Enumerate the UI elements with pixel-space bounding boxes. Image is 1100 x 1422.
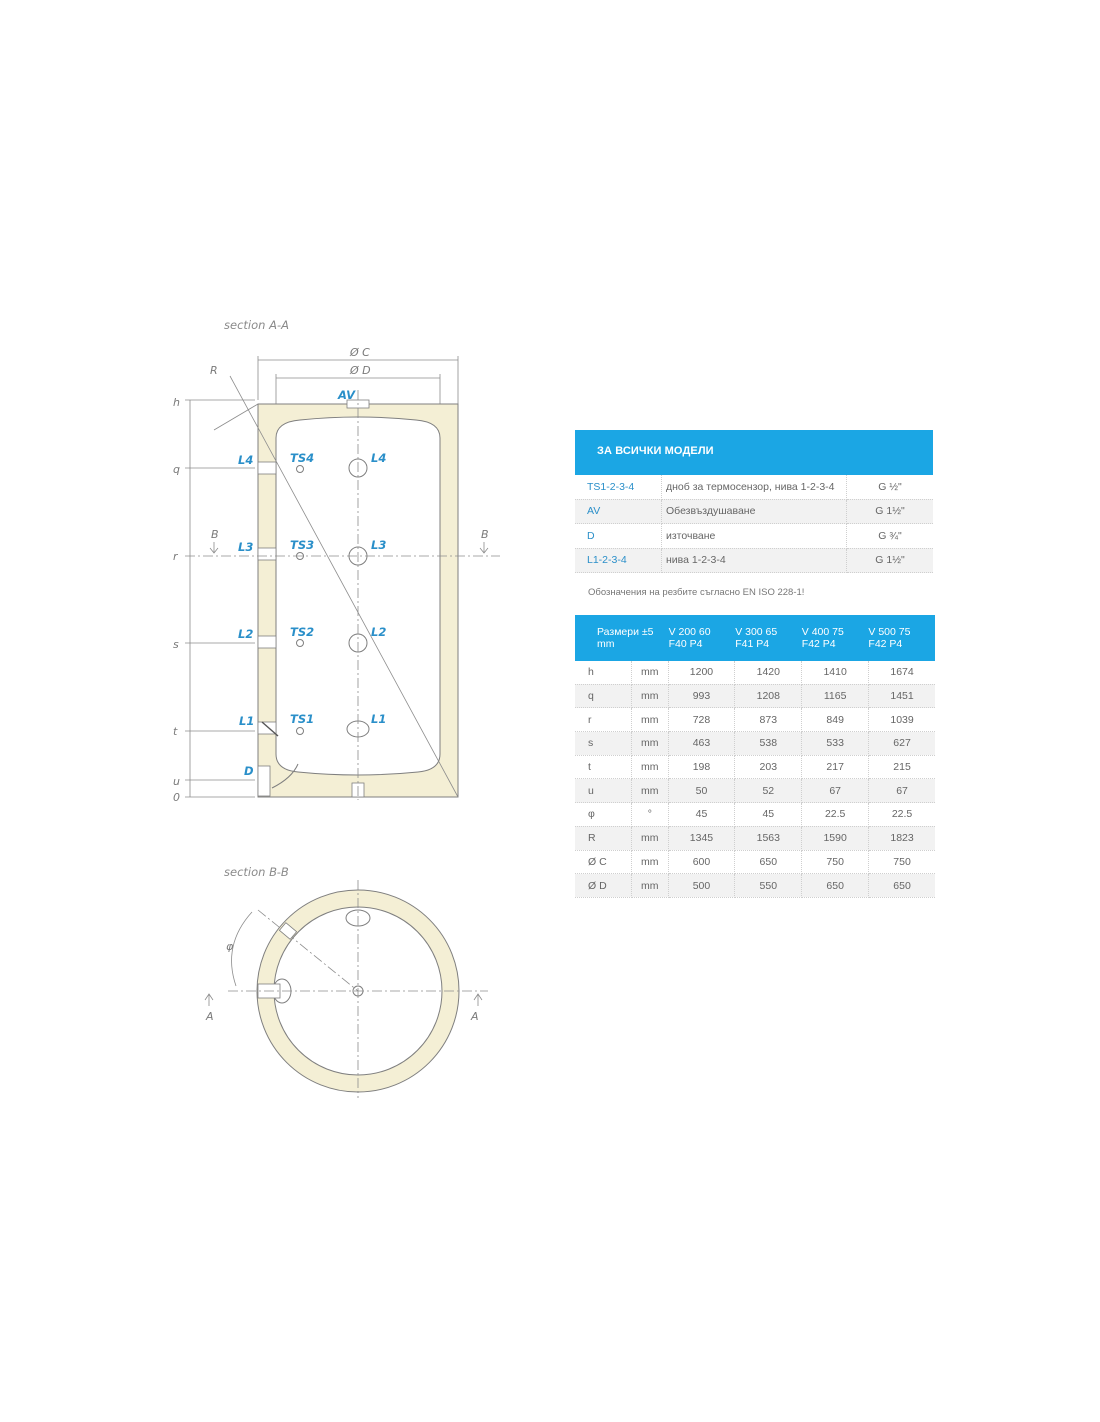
model-header-3: V 400 75 F42 P4 bbox=[801, 626, 844, 650]
level-t: t bbox=[173, 725, 178, 738]
table-row bbox=[575, 779, 935, 803]
section-aa-title: section A-A bbox=[224, 318, 289, 332]
level-h: h bbox=[173, 396, 180, 409]
level-u: u bbox=[173, 775, 180, 788]
label-ts2: TS2 bbox=[290, 625, 315, 639]
connections-table bbox=[575, 475, 933, 573]
dimension-unit: mm bbox=[632, 874, 669, 898]
dimension-value: 45 bbox=[668, 803, 735, 827]
dimensions-header-label: Размери ±5 mm bbox=[597, 626, 654, 650]
section-mark-b-left: B bbox=[211, 528, 219, 541]
dimension-value: 463 bbox=[668, 732, 735, 756]
table-row bbox=[575, 499, 933, 524]
section-mark-a-right: A bbox=[471, 1010, 479, 1023]
table-row bbox=[575, 803, 935, 827]
dimension-value: 52 bbox=[735, 779, 802, 803]
table-row bbox=[575, 755, 935, 779]
section-mark-b-right: B bbox=[481, 528, 489, 541]
connection-desc: Обезвъздушаване bbox=[662, 499, 847, 524]
specs-panel bbox=[575, 430, 933, 898]
model-header-4: V 500 75 F42 P4 bbox=[868, 626, 911, 650]
models-header: ЗА ВСИЧКИ МОДЕЛИ bbox=[575, 430, 933, 475]
label-l2-left: L2 bbox=[238, 627, 254, 641]
tank-section-bb bbox=[205, 880, 488, 1098]
dimension-value: 1039 bbox=[869, 708, 935, 732]
dimension-value: 849 bbox=[802, 708, 869, 732]
table-row bbox=[575, 850, 935, 874]
dimension-unit: mm bbox=[632, 850, 669, 874]
connection-thread: G 1½" bbox=[847, 548, 934, 573]
table-row bbox=[575, 524, 933, 549]
dimension-value: 1823 bbox=[869, 826, 935, 850]
dimension-value: 22.5 bbox=[869, 803, 935, 827]
dimension-unit: mm bbox=[632, 684, 669, 708]
table-row bbox=[575, 684, 935, 708]
dimension-value: 67 bbox=[869, 779, 935, 803]
level-0: 0 bbox=[173, 791, 180, 804]
label-ts3: TS3 bbox=[290, 538, 315, 552]
dimension-value: 550 bbox=[735, 874, 802, 898]
dimension-value: 650 bbox=[802, 874, 869, 898]
dimension-value: 1345 bbox=[668, 826, 735, 850]
dimension-value: 198 bbox=[668, 755, 735, 779]
label-l3-right: L3 bbox=[371, 538, 387, 552]
dimension-param: h bbox=[575, 661, 632, 684]
dimension-param: q bbox=[575, 684, 632, 708]
dimension-value: 50 bbox=[668, 779, 735, 803]
thread-standard-note: Обозначения на резбите съгласно EN ISO 228-1! bbox=[588, 587, 805, 598]
label-l3-left: L3 bbox=[238, 540, 254, 554]
dimension-unit: mm bbox=[632, 755, 669, 779]
dimension-value: 750 bbox=[802, 850, 869, 874]
connection-code: L1-2-3-4 bbox=[575, 548, 662, 573]
dimension-unit: mm bbox=[632, 732, 669, 756]
section-bb-title: section B-B bbox=[224, 865, 289, 879]
dimension-value: 1590 bbox=[802, 826, 869, 850]
dimension-param: u bbox=[575, 779, 632, 803]
phi-label: φ bbox=[226, 940, 234, 953]
dimension-unit: mm bbox=[632, 779, 669, 803]
dimension-value: 500 bbox=[668, 874, 735, 898]
dimension-value: 750 bbox=[869, 850, 935, 874]
label-l1-right: L1 bbox=[371, 712, 387, 726]
dimension-value: 45 bbox=[735, 803, 802, 827]
model-header-2: V 300 65 F41 P4 bbox=[735, 626, 778, 650]
dimension-unit: mm bbox=[632, 708, 669, 732]
technical-drawing bbox=[0, 0, 560, 1140]
dim-od-label: Ø D bbox=[350, 364, 371, 377]
label-l2-right: L2 bbox=[371, 625, 387, 639]
dimension-value: 67 bbox=[802, 779, 869, 803]
dimension-value: 1674 bbox=[869, 661, 935, 684]
connection-code: TS1-2-3-4 bbox=[575, 475, 662, 499]
dimension-value: 1563 bbox=[735, 826, 802, 850]
connection-desc: източване bbox=[662, 524, 847, 549]
model-header-1: V 200 60 F40 P4 bbox=[668, 626, 711, 650]
dimension-param: r bbox=[575, 708, 632, 732]
dimension-param: t bbox=[575, 755, 632, 779]
dimension-value: 993 bbox=[668, 684, 735, 708]
dimension-value: 627 bbox=[869, 732, 935, 756]
connection-code: D bbox=[575, 524, 662, 549]
label-ts1: TS1 bbox=[290, 712, 315, 726]
dimension-value: 217 bbox=[802, 755, 869, 779]
dimension-value: 533 bbox=[802, 732, 869, 756]
tank-section-aa bbox=[214, 376, 458, 797]
dimension-param: Ø C bbox=[575, 850, 632, 874]
label-av: AV bbox=[338, 388, 356, 402]
connection-desc: днoб за термосензор, нива 1-2-3-4 bbox=[662, 475, 847, 499]
dimension-value: 600 bbox=[668, 850, 735, 874]
level-s: s bbox=[173, 638, 179, 651]
dim-r-label: R bbox=[210, 364, 218, 377]
dim-oc-label: Ø C bbox=[350, 346, 370, 359]
connection-thread: G ½" bbox=[847, 475, 934, 499]
connection-thread: G ¾" bbox=[847, 524, 934, 549]
dimension-value: 650 bbox=[869, 874, 935, 898]
dimension-value: 1165 bbox=[802, 684, 869, 708]
label-l4-left: L4 bbox=[238, 453, 254, 467]
level-labels bbox=[173, 396, 180, 804]
dimension-value: 650 bbox=[735, 850, 802, 874]
dimensions-header bbox=[575, 615, 935, 661]
dimension-unit: ° bbox=[632, 803, 669, 827]
dimensions-table-wrap bbox=[575, 615, 935, 898]
level-q: q bbox=[173, 463, 180, 476]
dimension-param: R bbox=[575, 826, 632, 850]
dimension-param: φ bbox=[575, 803, 632, 827]
dimension-value: 873 bbox=[735, 708, 802, 732]
dimension-param: s bbox=[575, 732, 632, 756]
dimension-unit: mm bbox=[632, 826, 669, 850]
table-row bbox=[575, 826, 935, 850]
dimension-value: 215 bbox=[869, 755, 935, 779]
label-l1-left: L1 bbox=[239, 714, 255, 728]
dimension-value: 1208 bbox=[735, 684, 802, 708]
dimension-value: 1200 bbox=[668, 661, 735, 684]
table-row bbox=[575, 708, 935, 732]
label-d: D bbox=[244, 764, 254, 778]
dimension-value: 1451 bbox=[869, 684, 935, 708]
table-row bbox=[575, 661, 935, 684]
table-row bbox=[575, 548, 933, 573]
connection-code: AV bbox=[575, 499, 662, 524]
connection-desc: нива 1-2-3-4 bbox=[662, 548, 847, 573]
dimension-value: 538 bbox=[735, 732, 802, 756]
dimensions-table bbox=[575, 661, 935, 898]
dimension-value: 22.5 bbox=[802, 803, 869, 827]
dimension-value: 203 bbox=[735, 755, 802, 779]
label-l4-right: L4 bbox=[371, 451, 387, 465]
dimension-unit: mm bbox=[632, 661, 669, 684]
dimension-value: 1410 bbox=[802, 661, 869, 684]
table-row bbox=[575, 874, 935, 898]
dimension-value: 1420 bbox=[735, 661, 802, 684]
section-mark-a-left: A bbox=[206, 1010, 214, 1023]
table-row bbox=[575, 475, 933, 499]
label-ts4: TS4 bbox=[290, 451, 315, 465]
level-r: r bbox=[173, 550, 178, 563]
table-row bbox=[575, 732, 935, 756]
dimension-value: 728 bbox=[668, 708, 735, 732]
dimension-param: Ø D bbox=[575, 874, 632, 898]
connection-thread: G 1½" bbox=[847, 499, 934, 524]
